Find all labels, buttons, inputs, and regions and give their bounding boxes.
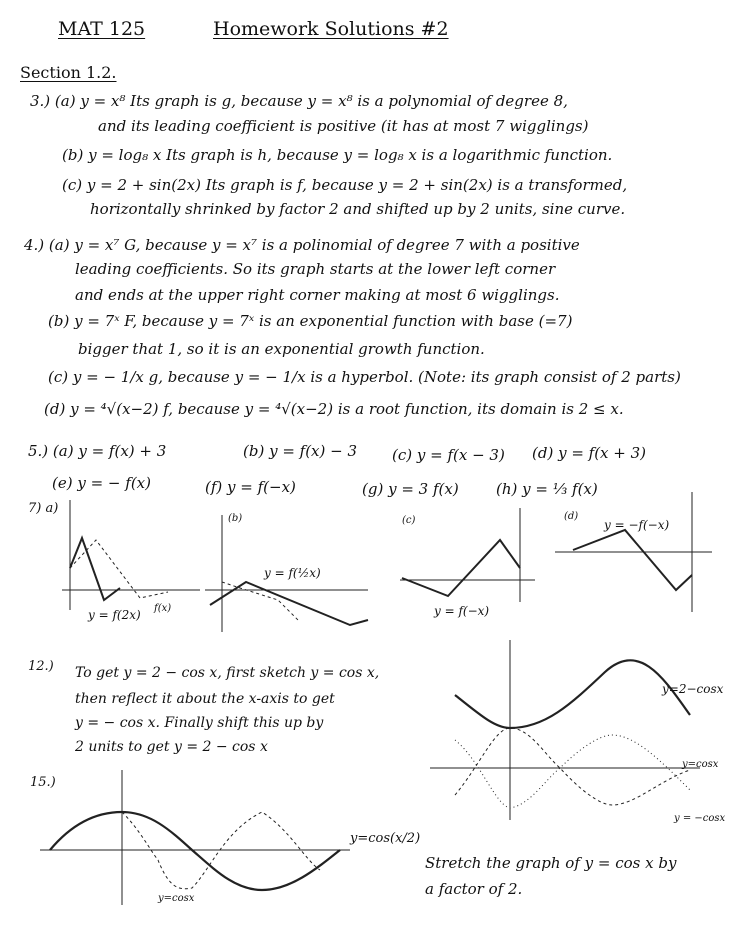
p4-a-line1: 4.) (a) y = x⁷ G, because y = x⁷ is a polinomial of degree 7 with a positive <box>24 236 580 254</box>
p3-c-line2: horizontally shrinked by factor 2 and shifted up by 2 units, sine curve. <box>90 200 626 218</box>
p5-b: (b) y = f(x) − 3 <box>243 442 358 460</box>
p12-line1: To get y = 2 − cos x, first sketch y = cos x, <box>75 665 380 681</box>
p5-a: 5.) (a) y = f(x) + 3 <box>28 442 167 460</box>
p15-number: 15.) <box>30 775 56 790</box>
p15-cos-curve-label: y=cosx <box>158 893 195 904</box>
p7-d-curve-label: y = −f(−x) <box>604 518 670 532</box>
p15-line1: Stretch the graph of y = cos x by <box>425 854 677 872</box>
p15-line2: a factor of 2. <box>425 880 523 898</box>
p5-h: (h) y = ⅓ f(x) <box>496 480 598 498</box>
section-heading: Section 1.2. <box>20 63 117 82</box>
p7-c-curve-label: y = f(−x) <box>434 604 490 618</box>
p7-b-tag: (b) <box>228 513 243 524</box>
p7-a-ref-label: f(x) <box>154 603 172 614</box>
p3-a-line1: 3.) (a) y = x⁸ Its graph is g, because y = x⁸ is a polynomial of degree 8, <box>30 92 568 110</box>
p3-c-line1: (c) y = 2 + sin(2x) Its graph is f, because y = 2 + sin(2x) is a transformed, <box>62 176 628 194</box>
p12-line3: y = − cos x. Finally shift this up by <box>75 715 324 731</box>
page-title: Homework Solutions #2 <box>213 18 449 40</box>
p5-e: (e) y = − f(x) <box>52 474 151 492</box>
p7-d-tag: (d) <box>564 511 579 522</box>
p12-number: 12.) <box>28 659 54 674</box>
p7-c-tag: (c) <box>402 515 416 526</box>
p4-d: (d) y = ⁴√(x−2) f, because y = ⁴√(x−2) is a root function, its domain is 2 ≤ x. <box>44 400 624 418</box>
p5-f: (f) y = f(−x) <box>205 478 296 496</box>
p7-a-curve-label: y = f(2x) <box>88 608 141 622</box>
p7-label: 7) a) <box>28 501 59 516</box>
p12-cos-curve-label: y=cosx <box>682 759 719 770</box>
p4-c: (c) y = − 1/x g, because y = − 1/x is a hyperbol. (Note: its graph consist of 2 parts) <box>48 368 681 386</box>
p7-b-curve-label: y = f(½x) <box>264 566 321 580</box>
p4-a-line3: and ends at the upper right corner making at most 6 wigglings. <box>75 286 560 304</box>
p4-a-line2: leading coefficients. So its graph starts at the lower left corner <box>75 260 556 278</box>
p15-main-curve-label: y=cos(x/2) <box>350 831 421 846</box>
p5-g: (g) y = 3 f(x) <box>362 480 459 498</box>
p3-a-line2: and its leading coefficient is positive (it has at most 7 wigglings) <box>98 117 589 135</box>
p5-c: (c) y = f(x − 3) <box>392 446 505 464</box>
p12-negcos-curve-label: y = −cosx <box>674 813 726 824</box>
p12-main-curve-label: y=2−cosx <box>662 682 724 696</box>
p4-b-line2: bigger that 1, so it is an exponential growth function. <box>78 340 485 358</box>
p4-b-line1: (b) y = 7ˣ F, because y = 7ˣ is an exponential function with base (=7) <box>48 312 573 330</box>
p12-line2: then reflect it about the x-axis to get <box>75 691 335 707</box>
p3-b: (b) y = log₈ x Its graph is h, because y = log₈ x is a logarithmic function. <box>62 146 613 164</box>
p5-d: (d) y = f(x + 3) <box>532 444 647 462</box>
p12-line4: 2 units to get y = 2 − cos x <box>75 739 268 755</box>
course-code: MAT 125 <box>58 18 146 40</box>
